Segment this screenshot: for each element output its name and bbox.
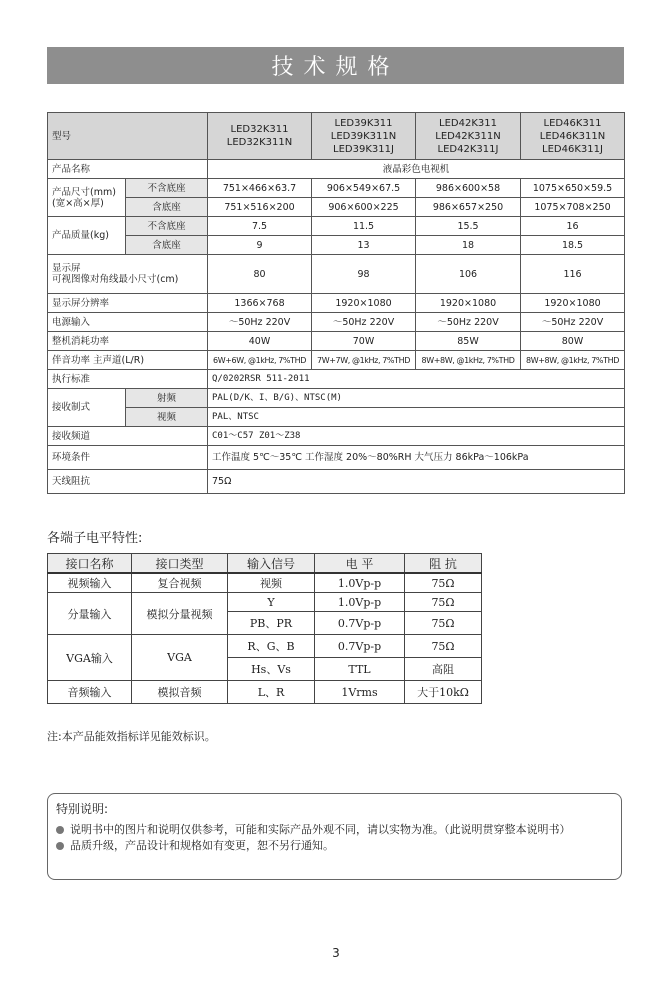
- sub-label: 不含底座: [126, 217, 208, 236]
- table-row: [48, 370, 625, 389]
- table-header-row: [48, 554, 482, 574]
- table-row: [48, 573, 482, 593]
- cell: 85W: [416, 332, 521, 351]
- cell: 906×549×67.5: [312, 179, 416, 198]
- row-label: 产品名称: [48, 160, 208, 179]
- cell: 18.5: [521, 236, 625, 255]
- product-name: 液晶彩色电视机: [208, 160, 625, 179]
- cell: 9: [208, 236, 312, 255]
- cell: 1366×768: [208, 294, 312, 313]
- row-label: 显示屏分辨率: [48, 294, 208, 313]
- table-row: [48, 236, 625, 255]
- table-row: [48, 681, 482, 704]
- column-header: 接口类型: [132, 554, 228, 574]
- cell: 98: [312, 255, 416, 294]
- spec-table: [47, 112, 625, 494]
- cell: 75Ω: [405, 635, 482, 658]
- cell: 7W+7W, @1kHz, 7%THD: [312, 351, 416, 370]
- cell: 70W: [312, 332, 416, 351]
- cell: 0.7Vp-p: [315, 612, 405, 635]
- cell: 11.5: [312, 217, 416, 236]
- cell: VGA: [132, 635, 228, 681]
- cell: ～50Hz 220V: [521, 313, 625, 332]
- cell: PAL、NTSC: [208, 408, 625, 427]
- terminal-table: [47, 553, 482, 704]
- row-label: 天线阻抗: [48, 470, 208, 494]
- cell: 1.0Vp-p: [315, 593, 405, 612]
- cell: 18: [416, 236, 521, 255]
- cell: 751×466×63.7: [208, 179, 312, 198]
- section-title: 各端子电平特性:: [47, 531, 143, 546]
- cell: C01～C57 Z01～Z38: [208, 427, 625, 446]
- list-item: [56, 822, 613, 838]
- cell: 1075×708×250: [521, 198, 625, 217]
- cell: 116: [521, 255, 625, 294]
- cell: 75Ω: [405, 593, 482, 612]
- table-row: [48, 179, 625, 198]
- column-header: 阻 抗: [405, 554, 482, 574]
- table-row: [48, 635, 482, 658]
- sub-label: 视频: [126, 408, 208, 427]
- cell: PAL(D/K、I、B/G)、NTSC(M): [208, 389, 625, 408]
- cell: 15.5: [416, 217, 521, 236]
- table-row: [48, 593, 482, 612]
- model-cell: LED42K311 LED42K311N LED42K311J: [416, 113, 521, 160]
- cell: 16: [521, 217, 625, 236]
- table-row: [48, 332, 625, 351]
- page-number: 3: [332, 946, 340, 960]
- cell: Hs、Vs: [228, 658, 315, 681]
- cell: 80W: [521, 332, 625, 351]
- cell: 高阻: [405, 658, 482, 681]
- sub-label: 射频: [126, 389, 208, 408]
- table-row: [48, 427, 625, 446]
- cell: 视频: [228, 573, 315, 593]
- table-row: [48, 446, 625, 470]
- row-label: 产品质量(kg): [48, 217, 126, 255]
- bullet-icon: [56, 826, 64, 834]
- cell: 1075×650×59.5: [521, 179, 625, 198]
- table-row: [48, 217, 625, 236]
- special-notice-box: [47, 793, 622, 880]
- sub-label: 含底座: [126, 236, 208, 255]
- table-row: [48, 198, 625, 217]
- table-row: [48, 470, 625, 494]
- row-label: 接收制式: [48, 389, 126, 427]
- table-row: [48, 313, 625, 332]
- cell: 音频输入: [48, 681, 132, 704]
- bullet-icon: [56, 842, 64, 850]
- cell: L、R: [228, 681, 315, 704]
- cell: 模拟音频: [132, 681, 228, 704]
- row-label: 伴音功率 主声道(L/R): [48, 351, 208, 370]
- row-label: 接收频道: [48, 427, 208, 446]
- row-label: 显示屏 可视图像对角线最小尺寸(cm): [48, 255, 208, 294]
- cell: 大于10kΩ: [405, 681, 482, 704]
- list-item-text: 说明书中的图片和说明仅供参考，可能和实际产品外观不同，请以实物为准。（此说明贯穿整本说明书）: [70, 823, 571, 836]
- model-cell: LED32K311 LED32K311N: [208, 113, 312, 160]
- cell: 1920×1080: [521, 294, 625, 313]
- cell: 75Ω: [208, 470, 625, 494]
- column-header: 接口名称: [48, 554, 132, 574]
- sub-label: 含底座: [126, 198, 208, 217]
- cell: 1920×1080: [416, 294, 521, 313]
- row-label: 执行标准: [48, 370, 208, 389]
- row-label: 产品尺寸(mm) (宽×高×厚): [48, 179, 126, 217]
- cell: 1Vrms: [315, 681, 405, 704]
- cell: 986×657×250: [416, 198, 521, 217]
- cell: TTL: [315, 658, 405, 681]
- cell: 0.7Vp-p: [315, 635, 405, 658]
- cell: 13: [312, 236, 416, 255]
- list-item-text: 品质升级，产品设计和规格如有变更，恕不另行通知。: [70, 839, 334, 852]
- cell: R、G、B: [228, 635, 315, 658]
- row-label: 整机消耗功率: [48, 332, 208, 351]
- table-row: [48, 351, 625, 370]
- cell: 视频输入: [48, 573, 132, 593]
- table-row: [48, 255, 625, 294]
- energy-note: 注:本产品能效指标详见能效标识。: [47, 730, 216, 743]
- column-header: 电 平: [315, 554, 405, 574]
- cell: 8W+8W, @1kHz, 7%THD: [521, 351, 625, 370]
- cell: 8W+8W, @1kHz, 7%THD: [416, 351, 521, 370]
- row-label: 电源输入: [48, 313, 208, 332]
- cell: 分量输入: [48, 593, 132, 635]
- list-item: [56, 838, 613, 854]
- cell: ～50Hz 220V: [208, 313, 312, 332]
- cell: 40W: [208, 332, 312, 351]
- cell: 75Ω: [405, 573, 482, 593]
- cell: 906×600×225: [312, 198, 416, 217]
- cell: 复合视频: [132, 573, 228, 593]
- model-label: 型号: [48, 113, 208, 160]
- cell: Y: [228, 593, 315, 612]
- model-cell: LED39K311 LED39K311N LED39K311J: [312, 113, 416, 160]
- table-row: [48, 389, 625, 408]
- cell: 1920×1080: [312, 294, 416, 313]
- cell: 986×600×58: [416, 179, 521, 198]
- cell: 7.5: [208, 217, 312, 236]
- cell: 工作温度 5℃～35℃ 工作湿度 20%～80%RH 大气压力 86kPa～106kPa: [208, 446, 625, 470]
- cell: 106: [416, 255, 521, 294]
- table-row: [48, 294, 625, 313]
- table-row: [48, 408, 625, 427]
- page-title: 技术规格: [47, 47, 624, 84]
- cell: VGA输入: [48, 635, 132, 681]
- sub-label: 不含底座: [126, 179, 208, 198]
- special-notice-title: 特别说明:: [56, 802, 109, 816]
- cell: ～50Hz 220V: [312, 313, 416, 332]
- column-header: 输入信号: [228, 554, 315, 574]
- row-label: 环境条件: [48, 446, 208, 470]
- model-cell: LED46K311 LED46K311N LED46K311J: [521, 113, 625, 160]
- cell: 1.0Vp-p: [315, 573, 405, 593]
- cell: Q/0202RSR 511-2011: [208, 370, 625, 389]
- cell: ～50Hz 220V: [416, 313, 521, 332]
- table-row: [48, 160, 625, 179]
- table-row: [48, 113, 625, 160]
- cell: 75Ω: [405, 612, 482, 635]
- cell: 模拟分量视频: [132, 593, 228, 635]
- cell: 751×516×200: [208, 198, 312, 217]
- cell: 6W+6W, @1kHz, 7%THD: [208, 351, 312, 370]
- cell: 80: [208, 255, 312, 294]
- cell: PB、PR: [228, 612, 315, 635]
